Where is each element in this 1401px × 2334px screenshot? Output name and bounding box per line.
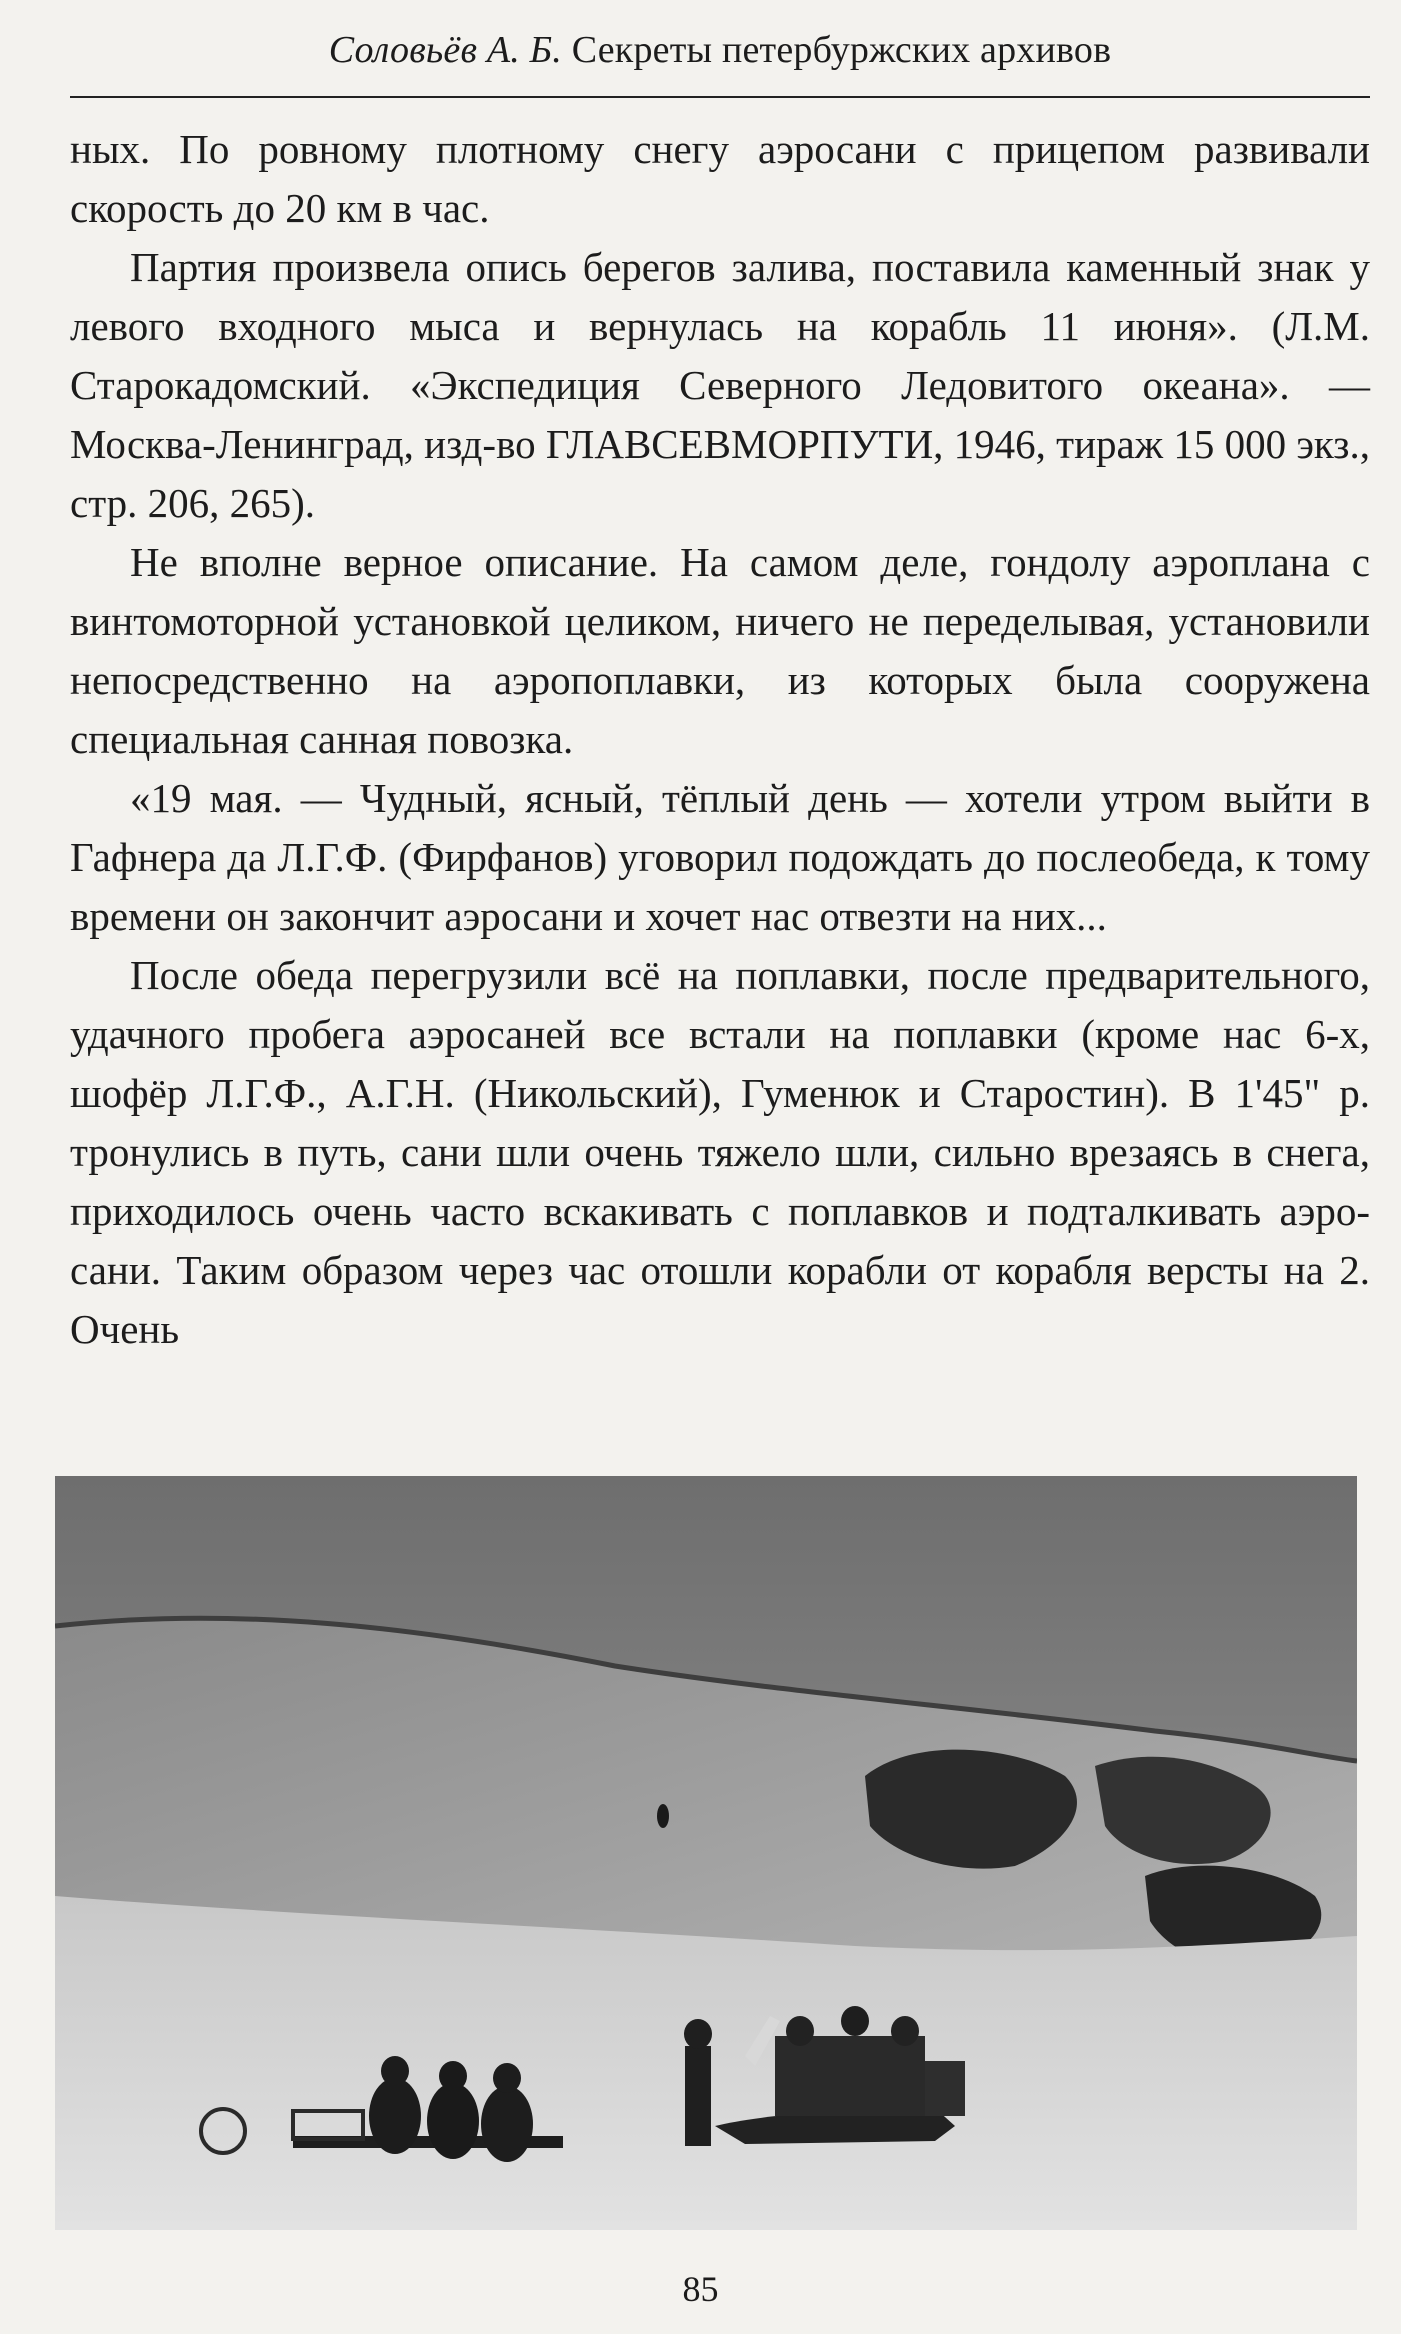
- running-head: [70, 28, 1370, 72]
- photo-person-2: [427, 2083, 479, 2159]
- body-text: [70, 120, 1370, 1359]
- photo-person-3: [481, 2086, 533, 2162]
- paragraph-2: Партия произвела опись берегов залива, поставила каменный знак у левого входного мыса и вернулась на корабль 11 июня». (Л.М. Старокадомский. «Экспедиция Северного Ледовитого океана». — Москва-Ленинград, изд-во ГЛАВСЕВМОРПУТИ, 1946, тираж 15 000 экз., стр. 206, 265).: [70, 244, 1370, 526]
- expedition-photo: [55, 1476, 1357, 2230]
- paragraph-1: ных. По ровному плотному снегу аэросани с прицепом развивали скорость до 20 км в час.: [70, 126, 1370, 231]
- paragraph-4: «19 мая. — Чудный, ясный, тёплый день — хотели утром выйти в Гафнера да Л.Г.Ф. (Фирфанов) уговорил подождать до послеобеда, к тому времени он закончит аэросани и хочет нас отвезти на них...: [70, 775, 1370, 939]
- header-author: Соловьёв А. Б.: [328, 29, 562, 71]
- photo-illustration: [55, 1476, 1357, 2230]
- photo-standing-man: [685, 2046, 711, 2146]
- photo-distant-figure: [657, 1804, 669, 1828]
- page-number: 85: [682, 2269, 719, 2309]
- header-book-title: Секреты петербуржских архивов: [571, 29, 1112, 71]
- header-rule: [70, 96, 1370, 98]
- photo-person-1: [369, 2078, 421, 2154]
- paragraph-5: После обеда перегрузили всё на поплавки, после предварительного, удачного пробега аэросаней все встали на поплавки (кроме нас 6-х, шофёр Л.Г.Ф., А.Г.Н. (Никольский), Гуменюк и Старостин). В 1'45" р. тронулись в путь, сани шли очень тяжело шли, сильно врезаясь в снега, приходилось очень часто вскакивать с поплавков и подталкивать аэро-сани. Таким образом через час отошли корабли от корабля версты на 2. Очень: [70, 952, 1370, 1352]
- paragraph-3: Не вполне верное описание. На самом деле, гондолу аэроплана с винтомоторной установкой целиком, ничего не переделывая, установили непосредственно на аэропоплавки, из которых была сооружена специальная санная повозка.: [70, 539, 1370, 762]
